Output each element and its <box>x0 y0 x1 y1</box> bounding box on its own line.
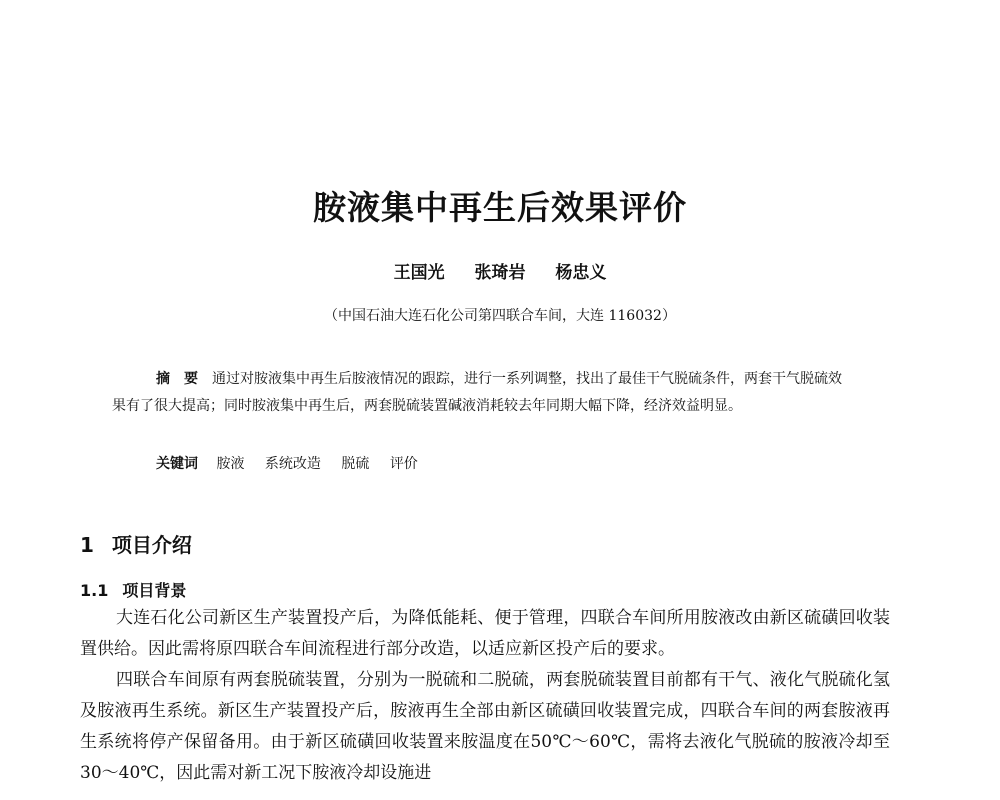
section-number: 1 <box>80 533 94 557</box>
author-name: 张琦岩 <box>474 263 526 283</box>
author-name: 王国光 <box>393 263 445 283</box>
body-paragraph: 大连石化公司新区生产装置投产后，为降低能耗、便于管理，四联合车间所用胺液改由新区硫磺回收装置供给。因此需将原四联合车间流程进行部分改造，以适应新区投产后的要求。 <box>80 608 890 659</box>
keywords <box>156 453 434 473</box>
keyword: 胺液 <box>216 456 245 472</box>
subsection-heading <box>80 578 186 601</box>
keyword: 系统改造 <box>264 456 321 472</box>
paper-title: 胺液集中再生后效果评价 <box>313 188 687 227</box>
body-paragraph: 四联合车间原有两套脱硫装置，分别为一脱硫和二脱硫，两套脱硫装置目前都有干气、液化气脱硫化氢及胺液再生系统。新区生产装置投产后，胺液再生全部由新区硫磺回收装置完成，四联合车间的两套胺液再生系统将停产保留备用。由于新区硫磺回收装置来胺温度在50℃～60℃，需将去液化气脱硫的胺液冷却至30～40℃，因此需对新工况下胺液冷却设施进 <box>80 670 890 783</box>
subsection-title: 项目背景 <box>122 581 187 600</box>
abstract-label: 摘 要 <box>156 371 198 387</box>
abstract <box>112 366 852 420</box>
author-list <box>0 258 1000 283</box>
keyword: 评价 <box>389 456 418 472</box>
author-name: 杨忠义 <box>555 263 607 283</box>
section-heading <box>80 529 192 558</box>
abstract-text: 通过对胺液集中再生后胺液情况的跟踪，进行一系列调整，找出了最佳干气脱硫条件，两套干气脱硫效果有了很大提高；同时胺液集中再生后，两套脱硫装置碱液消耗较去年同期大幅下降，经济效益明显。 <box>112 371 842 414</box>
keyword: 脱硫 <box>341 456 370 472</box>
affiliation: （中国石油大连石化公司第四联合车间，大连 116032） <box>324 308 676 324</box>
section-title: 项目介绍 <box>111 533 192 557</box>
keywords-label: 关键词 <box>156 456 198 472</box>
subsection-number: 1.1 <box>80 581 109 600</box>
